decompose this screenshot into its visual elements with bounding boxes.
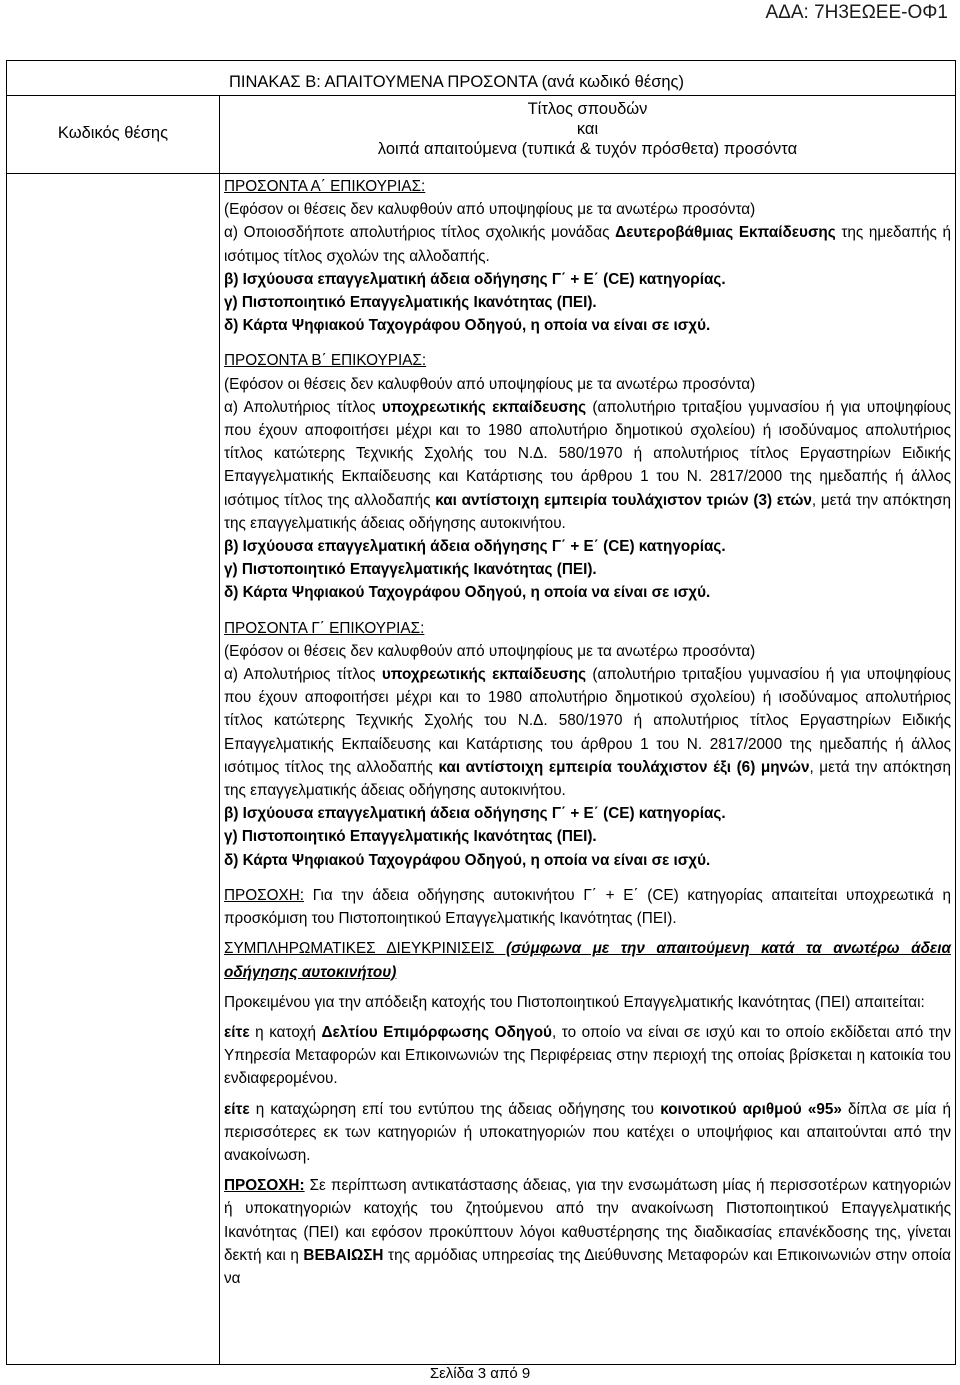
header-line: λοιπά απαιτούμενα (τυπικά & τυχόν πρόσθετα) προσόντα bbox=[377, 140, 798, 158]
spacer bbox=[224, 605, 951, 617]
text: δίπλα σε μία ή περισσότερες εκ των κατηγοριών ή υποκατηγοριών που κατέχει ο υποψήφιος και απαιτούνται από την ανακοίνωση. bbox=[224, 1100, 951, 1164]
section-a-item-c: γ) Πιστοποιητικό Επαγγελματικής Ικανότητας (ΠΕΙ). bbox=[224, 294, 597, 312]
column-header-qualifications bbox=[220, 99, 955, 159]
bold-text: ΒΕΒΑΙΩΣΗ bbox=[303, 1246, 384, 1264]
section-a-condition: (Εφόσον οι θέσεις δεν καλυφθούν από υποψηφίους με τα ανωτέρω προσόντα) bbox=[224, 201, 756, 219]
page-number: Σελίδα 3 από 9 bbox=[429, 1365, 531, 1382]
section-a-item-b: β) Ισχύουσα επαγγελματική άδεια οδήγησης Γ΄ + Ε΄ (CE) κατηγορίας. bbox=[224, 270, 726, 288]
section-a-item-a bbox=[224, 221, 951, 267]
section-b-item-d: δ) Κάρτα Ψηφιακού Ταχογράφου Οδηγού, η οποία να είναι σε ισχύ. bbox=[224, 584, 711, 602]
bold-text: και αντίστοιχη εμπειρία τουλάχιστον έξι (6) μηνών bbox=[438, 758, 810, 776]
bold-text: υποχρεωτικής εκπαίδευσης bbox=[381, 666, 587, 684]
text: , το οποίο να είναι σε ισχύ και το οποίο εκδίδεται από την Υπηρεσία Μεταφορών και Επικοινωνιών της Περιφέρειας στην περιοχή της οποίας βρίσκεται η κατοικία του ενδιαφερομένου. bbox=[224, 1023, 952, 1088]
attention-note bbox=[224, 884, 951, 930]
section-b-heading: ΠΡΟΣΟΝΤΑ Β΄ ΕΠΙΚΟΥΡΙΑΣ: bbox=[224, 352, 427, 370]
text: Σε περίπτωση αντικατάστασης άδειας, για την ενσωμάτωση μίας ή περισσοτέρων κατηγοριών ή υποκατηγοριών κατοχής του ζητούμενου από την ανακοίνωση Πιστοποιητικού Επαγγελματικής Ικανότητας (ΠΕΙ) και εφόσον προκύπτουν λόγοι καθυστέρησης της διαδικασίας επανέκδοσης της, γίνεται δεκτή και η bbox=[224, 1177, 951, 1264]
section-b-condition: (Εφόσον οι θέσεις δεν καλυφθούν από υποψηφίους με τα ανωτέρω προσόντα) bbox=[224, 375, 756, 393]
section-a-heading: ΠΡΟΣΟΝΤΑ Α΄ ΕΠΙΚΟΥΡΙΑΣ: bbox=[224, 178, 426, 195]
section-b-item-b: β) Ισχύουσα επαγγελματική άδεια οδήγησης Γ΄ + Ε΄ (CE) κατηγορίας. bbox=[224, 538, 726, 556]
spacer bbox=[224, 872, 951, 884]
bold-text: είτε bbox=[224, 1100, 250, 1118]
section-b-item-a bbox=[224, 396, 951, 535]
table-title: ΠΙΝΑΚΑΣ Β: ΑΠΑΙΤΟΥΜΕΝΑ ΠΡΟΣΟΝΤΑ (ανά κωδικό θέσης) bbox=[229, 73, 684, 91]
supplementary-intro: Προκειμένου για την απόδειξη κατοχής του Πιστοποιητικού Επαγγελματικής Ικανότητας (ΠΕΙ) απαιτείται: bbox=[224, 993, 925, 1011]
supplementary-heading bbox=[224, 937, 951, 983]
bold-text: υποχρεωτικής εκπαίδευσης bbox=[381, 398, 587, 416]
section-c-item-b: β) Ισχύουσα επαγγελματική άδεια οδήγησης Γ΄ + Ε΄ (CE) κατηγορίας. bbox=[224, 805, 726, 823]
attention-note-2 bbox=[224, 1174, 951, 1290]
spacer bbox=[224, 1014, 951, 1021]
section-c-heading: ΠΡΟΣΟΝΤΑ Γ΄ ΕΠΙΚΟΥΡΙΑΣ: bbox=[224, 619, 425, 637]
column-header-code: Κωδικός θέσης bbox=[57, 124, 169, 143]
section-b-item-c: γ) Πιστοποιητικό Επαγγελματικής Ικανότητας (ΠΕΙ). bbox=[224, 561, 597, 579]
section-a-item-d: δ) Κάρτα Ψηφιακού Ταχογράφου Οδηγού, η οποία να είναι σε ισχύ. bbox=[224, 317, 711, 335]
supplementary-option-1 bbox=[224, 1021, 951, 1091]
spacer bbox=[224, 1167, 951, 1174]
spacer bbox=[224, 984, 951, 991]
section-c-item-d: δ) Κάρτα Ψηφιακού Ταχογράφου Οδηγού, η οποία να είναι σε ισχύ. bbox=[224, 851, 711, 869]
spacer bbox=[224, 337, 951, 349]
bold-text: Δευτεροβάθμιας Εκπαίδευσης bbox=[615, 224, 836, 242]
section-c-item-a bbox=[224, 663, 951, 802]
text: α) Οποιοσδήποτε απολυτήριος τίτλος σχολικής μονάδας bbox=[224, 224, 616, 242]
bold-text: και αντίστοιχη εμπειρία τουλάχιστον τριών (3) ετών bbox=[435, 491, 812, 509]
note-label: ΠΡΟΣΟΧΗ: bbox=[224, 886, 305, 904]
bold-text: είτε bbox=[224, 1023, 250, 1041]
text: (απολυτήριο τριταξίου γυμνασίου ή για υποψηφίους που έχουν αποφοιτήσει μέχρι και το 1980 απολυτήριο δημοτικού σχολείου) ή ισοδύναμος απολυτήριος τίτλος κατώτερης Τεχνικής Σχολής του Ν.Δ. 580/1970 ή απολυτήριος τίτλος Εργαστηρίων Ειδικής Επαγγελματικής Εκπαίδευσης και Κατάρτισης του άρθρου 1 του Ν. 2817/2000 της ημεδαπής ή άλλος ισότιμος τίτλος της αλλοδαπής bbox=[224, 666, 952, 776]
text: α) Απολυτήριος τίτλος bbox=[224, 398, 382, 416]
supplementary-option-2 bbox=[224, 1098, 951, 1168]
text: α) Απολυτήριος τίτλος bbox=[224, 666, 382, 684]
divider bbox=[7, 173, 955, 174]
text: η καταχώρηση επί του εντύπου της άδειας οδήγησης του bbox=[249, 1100, 661, 1118]
section-c-item-c: γ) Πιστοποιητικό Επαγγελματικής Ικανότητας (ΠΕΙ). bbox=[224, 828, 597, 846]
text: , μετά την απόκτηση της επαγγελματικής άδειας οδήγησης αυτοκινήτου. bbox=[224, 491, 951, 532]
heading-qualifier: (σύμφωνα με την απαιτούμενη κατά τα ανωτέρω άδεια οδήγησης αυτοκινήτου) bbox=[224, 940, 951, 981]
text: της ημεδαπής ή ισότιμος τίτλος σχολών της αλλοδαπής. bbox=[224, 224, 951, 265]
spacer bbox=[224, 930, 951, 937]
text: η κατοχή bbox=[249, 1023, 322, 1041]
text: της αρμόδιας υπηρεσίας της Διεύθυνσης Μεταφορών και Επικοινωνιών στην οποία να bbox=[224, 1246, 951, 1287]
requirements-table bbox=[6, 60, 956, 1365]
bold-text: Δελτίου Επιμόρφωσης Οδηγού bbox=[321, 1023, 552, 1041]
ada-code: ΑΔΑ: 7Η3ΕΩΕΕ-ΟΦ1 bbox=[765, 2, 948, 23]
text: , μετά την απόκτηση της επαγγελματικής άδειας οδήγησης αυτοκινήτου. bbox=[224, 758, 951, 800]
header-line: Τίτλος σπουδών bbox=[527, 100, 648, 118]
section-c-condition: (Εφόσον οι θέσεις δεν καλυφθούν από υποψηφίους με τα ανωτέρω προσόντα) bbox=[224, 642, 756, 660]
heading-text: ΣΥΜΠΛΗΡΩΜΑΤΙΚΕΣ ΔΙΕΥΚΡΙΝΙΣΕΙΣ bbox=[224, 940, 495, 958]
bold-text: κοινοτικού αριθμού «95» bbox=[660, 1100, 842, 1118]
header-line: και bbox=[576, 120, 599, 138]
note-label: ΠΡΟΣΟΧΗ: bbox=[224, 1177, 305, 1195]
spacer bbox=[224, 1091, 951, 1098]
text: (απολυτήριο τριταξίου γυμνασίου ή για υποψηφίους που έχουν αποφοιτήσει μέχρι και το 1980 απολυτήριο δημοτικού σχολείου) ή ισοδύναμος απολυτήριος τίτλος κατώτερης Τεχνικής Σχολής του Ν.Δ. 580/1970 ή απολυτήριος τίτλος Εργαστηρίων Ειδικής Επαγγελματικής Εκπαίδευσης και Κατάρτισης του άρθρου 1 του Ν. 2817/2000 της ημεδαπής ή άλλος ισότιμος τίτλος της αλλοδαπής bbox=[224, 398, 952, 509]
column-divider bbox=[219, 95, 220, 1364]
text: Για την άδεια οδήγησης αυτοκινήτου Γ΄ + Ε΄ (CE) κατηγορίας απαιτείται υποχρεωτικά η προσκόμιση του Πιστοποιητικού Επαγγελματικής Ικανότητας (ΠΕΙ). bbox=[224, 886, 951, 928]
qualifications-cell bbox=[224, 175, 951, 1290]
